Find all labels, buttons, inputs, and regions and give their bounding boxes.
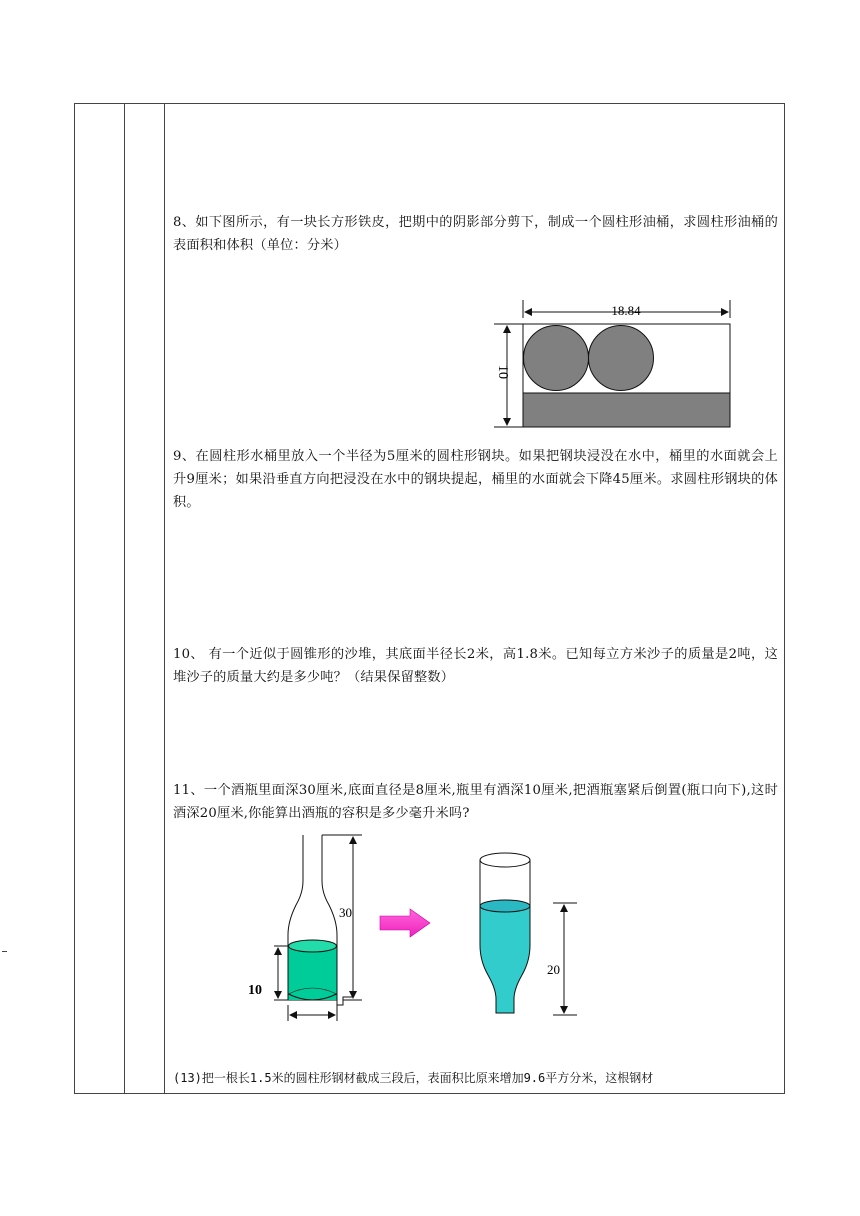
question-11: 11、一个酒瓶里面深30厘米,底面直径是8厘米,瓶里有酒深10厘米,把酒瓶塞紧后倒置(瓶口向下),这时酒深20厘米,你能算出酒瓶的容积是多少毫升米吗? [173, 783, 778, 821]
figure-q11-bottle [240, 833, 690, 1025]
table-column-divider [124, 103, 125, 1094]
liquid-depth-label: 10 [248, 983, 262, 998]
width-label: 18.84 [611, 303, 641, 318]
side-strip [523, 393, 730, 427]
figure-q8-rectangle-sheet [490, 296, 740, 431]
question-8: 8、如下图所示，有一块长方形铁皮，把期中的阴影部分剪下，制成一个圆柱形油桶，求圆柱形油桶的表面积和体积（单位：分米） [173, 215, 778, 253]
worksheet-content [165, 103, 784, 1093]
margin-mark [2, 951, 7, 952]
transform-arrow [380, 909, 430, 937]
circle-base-1 [524, 326, 589, 391]
inverted-depth-label: 20 [547, 962, 560, 977]
wine-liquid-upright [289, 946, 337, 1000]
wine-liquid-inverted [480, 905, 530, 1013]
circle-base-2 [589, 326, 654, 391]
height-label: 10 [495, 365, 510, 379]
question-13: (13)把一根长1.5米的圆柱形钢材截成三段后，表面积比原来增加9.6平方分米，这根钢材 [173, 1071, 654, 1085]
question-9: 9、在圆柱形水桶里放入一个半径为5厘米的圆柱形钢块。如果把钢块浸没在水中，桶里的水面就会上升9厘米；如果沿垂直方向把浸没在水中的钢块提起，桶里的水面就会下降45厘米。求圆柱形钢块的体积。 [173, 449, 778, 510]
bottle-depth-label: 30 [339, 905, 352, 920]
question-10: 10、 有一个近似于圆锥形的沙堆，其底面半径长2米，高1.8米。已知每立方米沙子的质量是2吨，这堆沙子的质量大约是多少吨？（结果保留整数） [173, 647, 778, 685]
